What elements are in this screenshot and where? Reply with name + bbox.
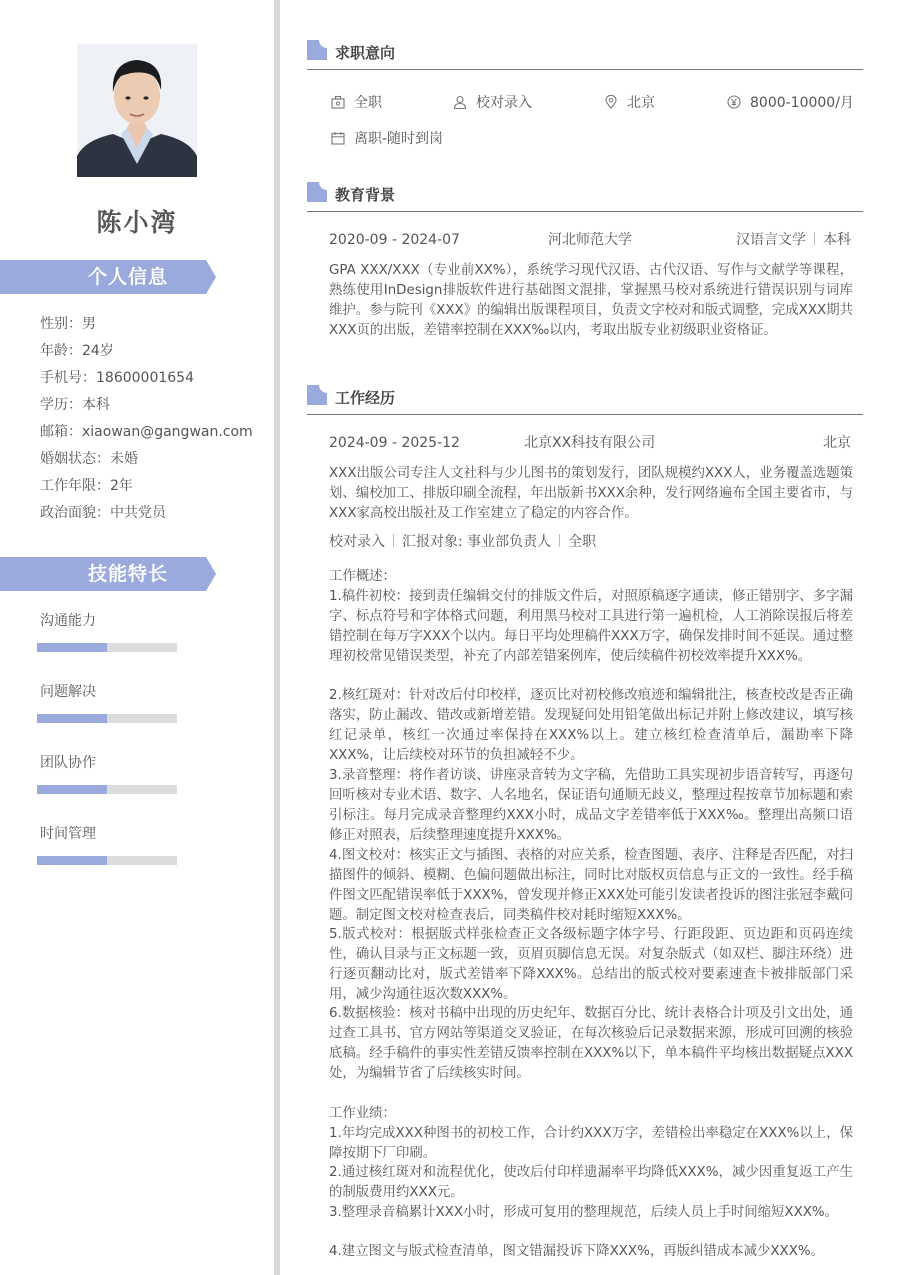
overview-item: 5.版式校对：根据版式样张检查正文各级标题字体字号、行距段距、页边距和页码连续性，确认目录与正文标题一致，页眉页脚信息无误。对复杂版式（如双栏、脚注环绕）进行逐页翻动比对，版式差错率下降XXX%。总结出的版式校对要素速查卡被排版部门采用，减少沟通往返次数XXX%。 — [329, 927, 853, 1002]
work-section-header — [307, 385, 863, 415]
avatar — [77, 44, 197, 177]
achievement-item: 4.建立图文与版式检查清单，图文错漏投诉下降XXX%，再版纠错成本减少XXX%。 — [329, 1244, 824, 1259]
intent-section-title: 求职意向 — [335, 44, 396, 62]
work-report-to: 汇报对象: 事业部负责人 — [402, 534, 552, 550]
work-section-title: 工作经历 — [335, 389, 396, 407]
skill-item — [40, 682, 180, 702]
intent-section-header — [307, 40, 863, 70]
separator — [393, 534, 394, 547]
education-section-title: 教育背景 — [335, 186, 396, 204]
education-major-degree — [736, 230, 851, 250]
info-gender: 性别：男 — [40, 316, 96, 332]
separator — [559, 534, 560, 547]
intent-salary-value: 8000-10000/月 — [750, 95, 854, 111]
section-marker-icon — [307, 182, 327, 202]
overview-item: 1.稿件初校：接到责任编辑交付的排版文件后，对照原稿逐字通读，修正错别字、多字漏字、标点符号和字体格式问题，利用黑马校对工具进行第一遍机检，人工消除误报后将差错控制在每万字XXX个以内。每日平均处理稿件XXX万字，确保发排时间不延误。通过整理初校常见错误类型，补充了内部差错案例库，使后续稿件初校效率提升XXX%。 — [329, 589, 853, 664]
info-email: 邮箱：xiaowan@gangwan.com — [40, 424, 253, 440]
work-employment-type: 全职 — [568, 534, 597, 550]
overview-item: 6.数据核验：核对书稿中出现的历史纪年、数据百分比、统计表格合计项及引文出处，通过查工具书、官方网站等渠道交叉验证，在每次核验后记录数据来源，形成可回溯的核验底稿。经手稿件的事实性差错反馈率控制在XXX%以下，单本稿件平均核出数据疑点XXX处，为编辑节省了后续核实时间。 — [329, 1006, 853, 1081]
work-role: 校对录入 — [329, 534, 385, 550]
achievement-item: 1.年均完成XXX种图书的初校工作，合计约XXX万字，差错检出率稳定在XXX%以上，保障按期下厂印刷。 — [329, 1126, 853, 1161]
location-pin-icon — [604, 95, 618, 109]
intent-availability-value: 离职-随时到岗 — [354, 131, 444, 147]
achievement-item: 2.通过核红斑对和流程优化，使改后付印样遗漏率平均降低XXX%，减少因重复返工产生的制版费用约XXX元。 — [329, 1165, 853, 1200]
skill-label: 问题解决 — [40, 684, 96, 700]
education-degree: 本科 — [823, 232, 851, 248]
education-school: 河北师范大学 — [548, 232, 632, 248]
overview-title: 工作概述： — [329, 569, 396, 584]
skill-level-bar — [37, 856, 177, 865]
intent-salary — [727, 93, 854, 113]
briefcase-icon — [331, 95, 345, 109]
overview-item: 4.图文校对：核实正文与插图、表格的对应关系，检查图题、表序、注释是否匹配，对扫描图件的倾斜、模糊、色偏问题做出标注，同时比对版权页信息与正文的一致性。经手稿件图文匹配错误率低于XXX%，曾发现并修正XXX处可能引发读者投诉的图注张冠李戴问题。制定图文校对检查表后，同类稿件校对耗时缩短XXX%。 — [329, 848, 853, 923]
skill-label: 时间管理 — [40, 826, 96, 842]
personal-info-list — [40, 314, 270, 530]
skill-item — [40, 824, 180, 844]
skill-level-fill — [37, 856, 107, 865]
work-city: 北京 — [823, 435, 851, 451]
education-section-header — [307, 182, 863, 212]
separator — [814, 232, 815, 245]
education-major: 汉语言文学 — [736, 232, 806, 248]
skill-level-fill — [37, 643, 107, 652]
skill-item — [40, 753, 180, 773]
achievements-title: 工作业绩： — [329, 1106, 396, 1121]
intent-city — [604, 93, 655, 113]
calendar-icon — [331, 131, 345, 145]
intent-position — [453, 93, 532, 113]
intent-type-value: 全职 — [354, 95, 382, 111]
info-work-years: 工作年限：2年 — [40, 478, 133, 494]
education-summary-row — [329, 230, 851, 250]
work-company: 北京XX科技有限公司 — [524, 435, 656, 451]
intent-availability — [331, 129, 443, 149]
info-political-status: 政治面貌：中共党员 — [40, 505, 166, 521]
info-phone: 手机号：18600001654 — [40, 370, 194, 386]
skill-item — [40, 611, 180, 631]
skill-level-bar — [37, 643, 177, 652]
overview-item: 3.录音整理：将作者访谈、讲座录音转为文字稿，先借助工具实现初步语音转写，再逐句回听核对专业术语、数字、人名地名，保证语句通顺无歧义，整理过程按章节加标题和索引标注。每月完成录音整理约XXX小时，成品文字差错率低于XXX‰。整理出高频口语修正对照表，后续整理速度提升XXX%。 — [329, 768, 853, 843]
intent-city-value: 北京 — [627, 95, 655, 111]
skill-label: 团队协作 — [40, 755, 96, 771]
person-icon — [453, 95, 467, 109]
section-marker-icon — [307, 385, 327, 405]
skills-heading — [0, 557, 216, 591]
skill-label: 沟通能力 — [40, 613, 96, 629]
section-marker-icon — [307, 40, 327, 60]
candidate-name: 陈小湾 — [96, 208, 178, 237]
skill-level-fill — [37, 785, 107, 794]
skill-level-fill — [37, 714, 107, 723]
education-description: GPA XXX/XXX（专业前XX%），系统学习现代汉语、古代汉语、写作与文献学等课程，熟练使用InDesign排版软件进行基础图文混排，掌握黑马校对系统进行错误识别与词库维护。参与院刊《XXX》的编辑出版课程项目，负责文字校对和版式调整，完成XXX期共XXX页的出版，差错率控制在XXX‰以内，考取出版专业初级职业资格证。 — [329, 263, 853, 338]
work-summary-row — [329, 433, 851, 453]
work-period: 2024-09 - 2025-12 — [329, 435, 460, 451]
intent-type — [331, 93, 382, 113]
info-education: 学历：本科 — [40, 397, 110, 413]
company-intro: XXX出版公司专注人文社科与少儿图书的策划发行，团队规模约XXX人，业务覆盖选题策划、编校加工、排版印刷全流程，年出版新书XXX余种，发行网络遍布全国主要省市，与XXX家高校出版社及工作室建立了稳定的内容合作。 — [329, 466, 853, 521]
yuan-coin-icon — [727, 95, 741, 109]
intent-position-value: 校对录入 — [476, 95, 532, 111]
work-role-row — [329, 532, 851, 552]
personal-info-heading-label: 个人信息 — [87, 266, 168, 288]
skills-heading-label: 技能特长 — [87, 563, 168, 585]
info-age: 年龄：24岁 — [40, 343, 114, 359]
personal-info-heading — [0, 260, 216, 294]
education-period: 2020-09 - 2024-07 — [329, 232, 460, 248]
sidebar-divider — [274, 0, 280, 1275]
sidebar — [0, 0, 274, 1275]
achievement-item: 3.整理录音稿累计XXX小时，形成可复用的整理规范，后续人员上手时间缩短XXX%。 — [329, 1205, 839, 1220]
skill-level-bar — [37, 714, 177, 723]
skill-level-bar — [37, 785, 177, 794]
overview-item: 2.核红斑对：针对改后付印校样，逐页比对初校修改痕迹和编辑批注，核查校改是否正确落实，防止漏改、错改或新增差错。发现疑问处用铅笔做出标记并附上修改建议，填写核红记录单，核红一次通过率保持在XXX%以上。建立核红检查清单后，漏勘率下降XXX%，让后续校对环节的负担减轻不少。 — [329, 688, 853, 763]
info-marital-status: 婚姻状态：未婚 — [40, 451, 138, 467]
